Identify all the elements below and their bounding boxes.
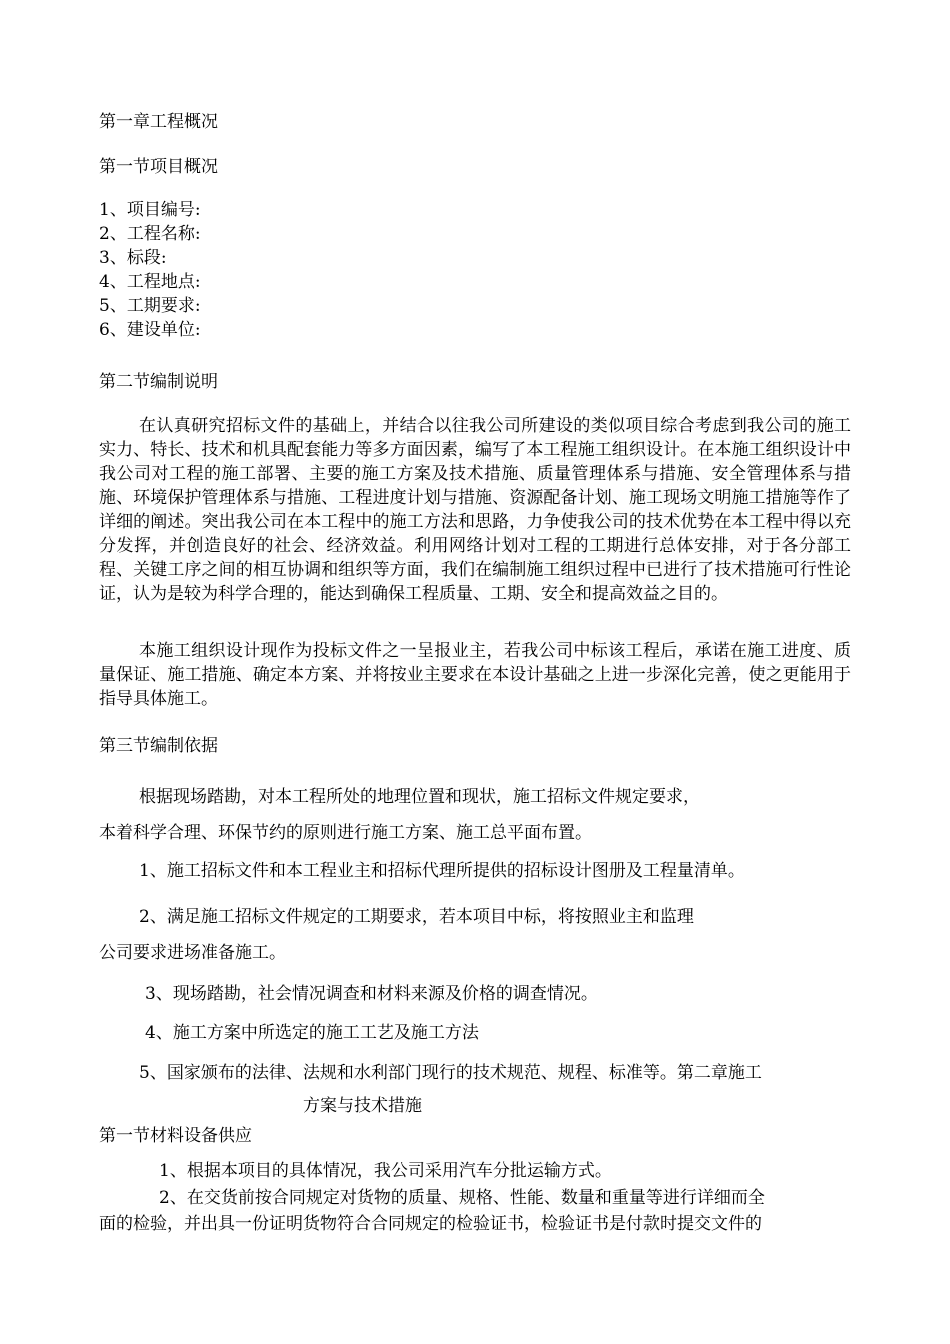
basis-item-2-line-2: 公司要求进场准备施工。 — [99, 943, 286, 963]
basis-item-5: 5、国家颁布的法律、法规和水利部门现行的技术规范、规程、标准等。第二章施工 — [139, 1063, 762, 1083]
section-3-title: 第三节编制依据 — [99, 736, 218, 756]
list-item: 6、建设单位: — [99, 320, 201, 340]
basis-item-4: 4、施工方案中所选定的施工工艺及施工方法 — [145, 1023, 479, 1043]
basis-intro-line-2: 本着科学合理、环保节约的原则进行施工方案、施工总平面布置。 — [99, 823, 592, 843]
section-2-title: 第二节编制说明 — [99, 372, 218, 392]
project-info-list — [99, 198, 201, 342]
chapter-2-title-tail: 方案与技术措施 — [303, 1096, 422, 1116]
supply-item-2-line-1: 2、在交货前按合同规定对货物的质量、规格、性能、数量和重量等进行详细而全 — [159, 1188, 765, 1208]
supply-item-2-line-2: 面的检验，并出具一份证明货物符合合同规定的检验证书，检验证书是付款时提交文件的 — [99, 1214, 762, 1234]
list-item: 5、工期要求: — [99, 296, 201, 316]
chapter-1-title: 第一章工程概况 — [99, 112, 218, 132]
compilation-paragraph-1: 在认真研究招标文件的基础上，并结合以往我公司所建设的类似项目综合考虑到我公司的施工实力、特长、技术和机具配套能力等多方面因素，编写了本工程施工组织设计。在本施工组织设计中我公司对工程的施工部署、主要的施工方案及技术措施、质量管理体系与措施、安全管理体系与措施、环境保护管理体系与措施、工程进度计划与措施、资源配备计划、施工现场文明施工措施等作了详细的阐述。突出我公司在本工程中的施工方法和思路，力争使我公司的技术优势在本工程中得以充分发挥，并创造良好的社会、经济效益。利用网络计划对工程的工期进行总体安排，对于各分部工程、关键工序之间的相互协调和组织等方面，我们在编制施工组织过程中已进行了技术措施可行性论证，认为是较为科学合理的，能达到确保工程质量、工期、安全和提高效益之目的。 — [99, 416, 851, 604]
supply-item-1: 1、根据本项目的具体情况，我公司采用汽车分批运输方式。 — [159, 1161, 612, 1181]
compilation-paragraph-2: 本施工组织设计现作为投标文件之一呈报业主，若我公司中标该工程后，承诺在施工进度、质量保证、施工措施、确定本方案、并将按业主要求在本设计基础之上进一步深化完善，使之更能用于指导具体施工。 — [99, 641, 851, 709]
list-item: 3、标段: — [99, 248, 167, 268]
section-1-title: 第一节项目概况 — [99, 157, 218, 177]
list-item: 1、项目编号: — [99, 200, 201, 220]
basis-item-2-line-1: 2、满足施工招标文件规定的工期要求，若本项目中标，将按照业主和监理 — [139, 907, 694, 927]
basis-item-1: 1、施工招标文件和本工程业主和招标代理所提供的招标设计图册及工程量清单。 — [139, 861, 745, 881]
basis-item-3: 3、现场踏勘，社会情况调查和材料来源及价格的调查情况。 — [145, 984, 598, 1004]
chapter-2-section-1-title: 第一节材料设备供应 — [99, 1126, 252, 1146]
list-item: 2、工程名称: — [99, 224, 201, 244]
basis-intro-line-1: 根据现场踏勘，对本工程所处的地理位置和现状，施工招标文件规定要求， — [139, 787, 700, 807]
list-item: 4、工程地点: — [99, 272, 201, 292]
